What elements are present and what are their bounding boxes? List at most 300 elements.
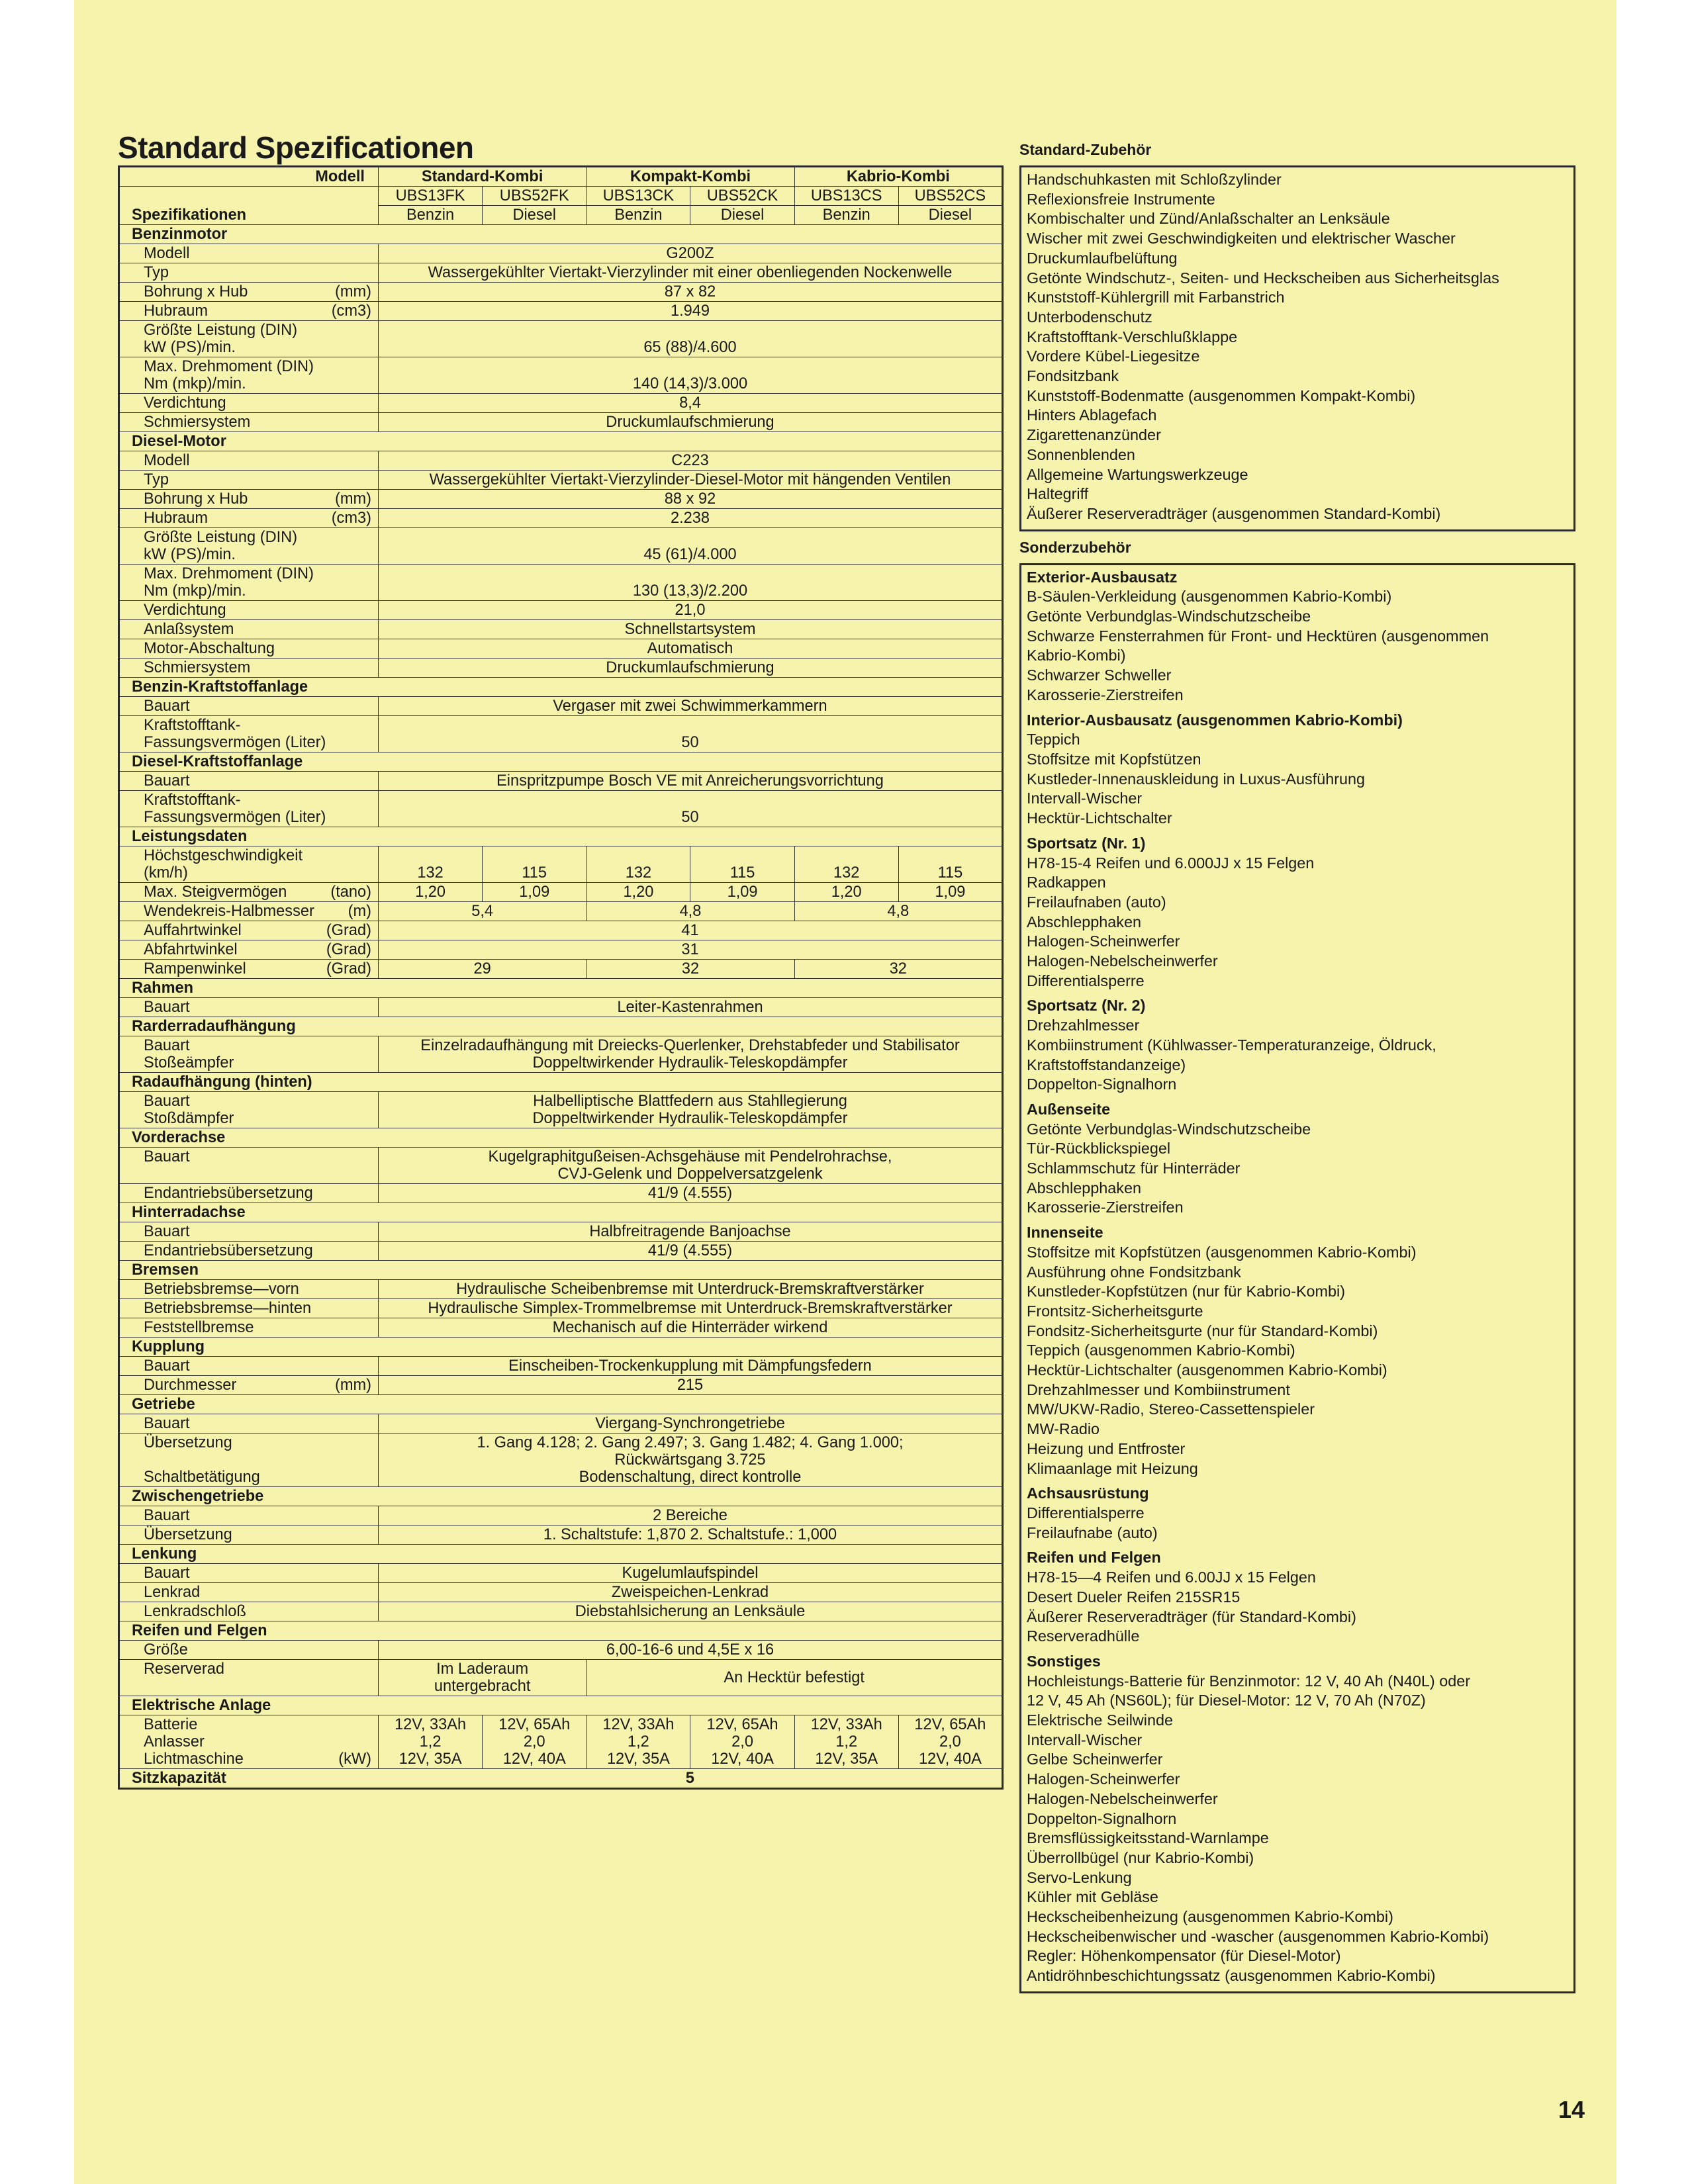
- fuel-type: Benzin: [379, 206, 483, 225]
- spec-value: 1.949: [379, 302, 1003, 321]
- accessory-item: Überrollbügel (nur Kabrio-Kombi): [1027, 1848, 1254, 1866]
- section-value: [379, 979, 1003, 998]
- spec-unit: (Grad): [326, 960, 371, 978]
- spec-row: [119, 791, 1003, 827]
- spec-value: 45 (61)/4.000: [379, 528, 1003, 565]
- accessory-item: H78-15—4 Reifen und 6.00JJ x 15 Felgen: [1027, 1569, 1316, 1586]
- spec-label: Typ: [119, 263, 379, 283]
- section-row: [119, 1017, 1003, 1036]
- section-row: [119, 1261, 1003, 1280]
- spec-label: Verdichtung: [119, 601, 379, 620]
- spec-row: [119, 1506, 1003, 1525]
- section-label: Lenkung: [119, 1545, 379, 1564]
- accessory-item: Handschuhkasten mit Schloßzylinder: [1027, 171, 1282, 188]
- accessory-item: Teppich: [1027, 731, 1080, 749]
- spec-value: 50: [379, 716, 1003, 752]
- accessory-group-title: Reifen und Felgen: [1027, 1549, 1161, 1567]
- spec-row: [119, 1602, 1003, 1621]
- accessory-item: Teppich (ausgenommen Kabrio-Kombi): [1027, 1342, 1295, 1359]
- accessory-item: Karosserie-Zierstreifen: [1027, 686, 1184, 704]
- spec-cell: 1,20: [379, 883, 483, 902]
- spec-value: Wassergekühlter Viertakt-Vierzylinder mit einer obenliegenden Nockenwelle: [379, 263, 1003, 283]
- spec-label: Feststellbremse: [119, 1318, 379, 1338]
- spec-unit: (mm): [334, 490, 371, 508]
- spec-row: [119, 1641, 1003, 1660]
- spec-row: [119, 321, 1003, 357]
- spec-cell: 12V, 33Ah 1,2 12V, 35A: [379, 1715, 483, 1769]
- spec-label: Bauart: [119, 697, 379, 716]
- accessory-item: Radkappen: [1027, 874, 1106, 891]
- spec-row: [119, 1564, 1003, 1583]
- section-row: [119, 1395, 1003, 1414]
- spec-row: [119, 509, 1003, 528]
- spec-value: Druckumlaufschmierung: [379, 413, 1003, 432]
- spec-label: (m) Wendekreis-Halbmesser: [119, 902, 379, 921]
- spec-label: Bauart: [119, 772, 379, 791]
- fuel-type: Diesel: [483, 206, 586, 225]
- section-value: [379, 1395, 1003, 1414]
- spec-label: Betriebsbremse—vorn: [119, 1280, 379, 1299]
- accessory-group-title: Außenseite: [1027, 1100, 1111, 1118]
- spec-value: 2.238: [379, 509, 1003, 528]
- section-row: [119, 225, 1003, 244]
- accessory-item: Hinters Ablagefach: [1027, 406, 1157, 424]
- spec-unit: (mm): [334, 283, 371, 300]
- accessory-item: Drehzahlmesser: [1027, 1017, 1140, 1034]
- spec-value: Druckumlaufschmierung: [379, 659, 1003, 678]
- modell-header: Modell: [119, 167, 379, 187]
- spec-table-body: [119, 167, 1003, 1789]
- section-value: [379, 1487, 1003, 1506]
- spec-value: 65 (88)/4.600: [379, 321, 1003, 357]
- accessory-item: Kabrio-Kombi): [1027, 647, 1126, 664]
- spec-label: (Grad) Abfahrtwinkel: [119, 940, 379, 960]
- spec-row: [119, 1660, 1003, 1696]
- section-label: Radaufhängung (hinten): [119, 1073, 379, 1092]
- spec-row: [119, 1414, 1003, 1433]
- spec-row: [119, 659, 1003, 678]
- accessory-item: Halogen-Nebelscheinwerfer: [1027, 1790, 1218, 1807]
- spec-label: Bauart: [119, 1564, 379, 1583]
- spec-value: 87 x 82: [379, 283, 1003, 302]
- accessory-item: Kunststoff-Bodenmatte (ausgenommen Kompakt-Kombi): [1027, 387, 1416, 404]
- accessory-group-title: Interior-Ausbausatz (ausgenommen Kabrio-Kombi): [1027, 711, 1403, 729]
- spec-value: 41/9 (4.555): [379, 1242, 1003, 1261]
- accessory-item: H78-15-4 Reifen und 6.000JJ x 15 Felgen: [1027, 854, 1315, 872]
- accessory-item: Sonnenblenden: [1027, 445, 1135, 463]
- accessory-item: Fondsitz-Sicherheitsgurte (nur für Standard-Kombi): [1027, 1322, 1378, 1340]
- accessory-item: Haltegriff: [1027, 485, 1089, 503]
- accessory-item: Karosserie-Zierstreifen: [1027, 1199, 1184, 1216]
- section-row: [119, 1696, 1003, 1715]
- spec-label: (cm3) Hubraum: [119, 302, 379, 321]
- accessory-item: Fondsitzbank: [1027, 367, 1119, 385]
- section-label: Elektrische Anlage: [119, 1696, 379, 1715]
- spec-label: Bauart: [119, 1222, 379, 1242]
- section-label: Getriebe: [119, 1395, 379, 1414]
- accessory-group-title: Exterior-Ausbausatz: [1027, 568, 1178, 586]
- spec-label: Bauart: [119, 998, 379, 1017]
- spec-value: G200Z: [379, 244, 1003, 263]
- spec-cell: 132: [794, 846, 898, 883]
- spec-row: [119, 490, 1003, 509]
- spec-row: [119, 960, 1003, 979]
- spec-row: [119, 1092, 1003, 1128]
- spec-value: Hydraulische Scheibenbremse mit Unterdruck-Bremskraftverstärker: [379, 1280, 1003, 1299]
- spec-value: 41: [379, 921, 1003, 940]
- section-value: [379, 1621, 1003, 1641]
- spec-cell: 1,20: [586, 883, 690, 902]
- spec-row: [119, 357, 1003, 394]
- accessory-item: Getönte Verbundglas-Windschutzscheibe: [1027, 608, 1311, 625]
- accessory-item: Frontsitz-Sicherheitsgurte: [1027, 1302, 1203, 1320]
- accessory-item: 12 V, 45 Ah (NS60L); für Diesel-Motor: 12 V, 70 Ah (N70Z): [1027, 1692, 1426, 1709]
- accessory-item: Vordere Kübel-Liegesitze: [1027, 347, 1200, 365]
- spec-unit: (mm): [334, 1377, 371, 1394]
- spec-value: Halbelliptische Blattfedern aus Stahllegierung Doppeltwirkender Hydraulik-Teleskopdämpfer: [379, 1092, 1003, 1128]
- spec-cell: 12V, 33Ah 1,2 12V, 35A: [586, 1715, 690, 1769]
- accessory-item: Kühler mit Gebläse: [1027, 1888, 1158, 1906]
- accessory-item: Allgemeine Wartungswerkzeuge: [1027, 465, 1248, 483]
- spec-row: [119, 1242, 1003, 1261]
- section-value: [379, 827, 1003, 846]
- accessory-item: Hecktür-Lichtschalter: [1027, 809, 1172, 827]
- spec-cell: 4,8: [586, 902, 794, 921]
- accessory-item: Getönte Windschutz-, Seiten- und Heckscheiben aus Sicherheitsglas: [1027, 269, 1499, 287]
- accessory-item: Kunststoff-Kühlergrill mit Farbanstrich: [1027, 289, 1285, 306]
- spec-row: [119, 921, 1003, 940]
- accessory-item: Druckumlaufbelüftung: [1027, 249, 1178, 267]
- spec-row: [119, 394, 1003, 413]
- accessory-item: MW-Radio: [1027, 1420, 1100, 1438]
- spec-cell: 115: [898, 846, 1002, 883]
- spec-label: Kraftstofftank- Fassungsvermögen (Liter): [119, 791, 379, 827]
- spec-row: [119, 883, 1003, 902]
- section-label: Rarderradaufhängung: [119, 1017, 379, 1036]
- section-value: 5: [379, 1769, 1003, 1789]
- spec-label: Bauart: [119, 1414, 379, 1433]
- spec-label: Lenkradschloß: [119, 1602, 379, 1621]
- section-label: Leistungsdaten: [119, 827, 379, 846]
- accessory-item: Freilaufnaben (auto): [1027, 893, 1166, 911]
- accessory-item: Halogen-Nebelscheinwerfer: [1027, 952, 1218, 970]
- section-label: Diesel-Motor: [119, 432, 379, 451]
- spec-label: Lenkrad: [119, 1583, 379, 1602]
- sonderzubehoer-list: [1019, 563, 1575, 1993]
- section-label: Benzinmotor: [119, 225, 379, 244]
- spec-label: Anlaßsystem: [119, 620, 379, 639]
- model-code: UBS13CS: [794, 187, 898, 206]
- spec-value: Hydraulische Simplex-Trommelbremse mit Unterdruck-Bremskraftverstärker: [379, 1299, 1003, 1318]
- spec-label: Schmiersystem: [119, 659, 379, 678]
- spec-cell: 1,09: [898, 883, 1002, 902]
- spec-row: [119, 697, 1003, 716]
- section-value: [379, 432, 1003, 451]
- spec-value: 1. Gang 4.128; 2. Gang 2.497; 3. Gang 1.482; 4. Gang 1.000; Rückwärtsgang 3.725 Bodenschaltung, direct kontrolle: [379, 1433, 1003, 1487]
- accessory-item: Elektrische Seilwinde: [1027, 1711, 1174, 1729]
- spec-label: (mm) Bohrung x Hub: [119, 490, 379, 509]
- spec-label: Schmiersystem: [119, 413, 379, 432]
- spec-row: [119, 639, 1003, 659]
- spec-cell: 12V, 33Ah 1,2 12V, 35A: [794, 1715, 898, 1769]
- spec-label: Kraftstofftank- Fassungsvermögen (Liter): [119, 716, 379, 752]
- fuel-type: Diesel: [690, 206, 794, 225]
- accessory-item: Klimaanlage mit Heizung: [1027, 1459, 1198, 1477]
- spec-row: [119, 940, 1003, 960]
- spec-label: Endantriebsübersetzung: [119, 1184, 379, 1203]
- spec-row: [119, 565, 1003, 601]
- spec-value: Kugelumlaufspindel: [379, 1564, 1003, 1583]
- spec-value: Vergaser mit zwei Schwimmerkammern: [379, 697, 1003, 716]
- spec-row: [119, 1715, 1003, 1769]
- section-label: Bremsen: [119, 1261, 379, 1280]
- spec-cell: 115: [690, 846, 794, 883]
- spec-row: [119, 1376, 1003, 1395]
- section-label: Reifen und Felgen: [119, 1621, 379, 1641]
- accessory-item: Abschlepphaken: [1027, 913, 1141, 931]
- accessory-item: Servo-Lenkung: [1027, 1868, 1132, 1886]
- spec-label: Übersetzung Schaltbetätigung: [119, 1433, 379, 1487]
- spec-cell: Im Laderaum untergebracht: [379, 1660, 586, 1696]
- accessory-item: Getönte Verbundglas-Windschutzscheibe: [1027, 1120, 1311, 1138]
- spec-row: [119, 263, 1003, 283]
- spec-label: Größte Leistung (DIN) kW (PS)/min.: [119, 321, 379, 357]
- section-label: Kupplung: [119, 1338, 379, 1357]
- model-code: UBS52FK: [483, 187, 586, 206]
- accessory-item: Kustleder-Innenauskleidung in Luxus-Ausführung: [1027, 770, 1366, 788]
- spec-value: 1. Schaltstufe: 1,870 2. Schaltstufe.: 1,000: [379, 1525, 1003, 1545]
- spec-row: [119, 620, 1003, 639]
- accessories-column: [1019, 136, 1575, 1996]
- spec-row: [119, 471, 1003, 490]
- accessory-item: Intervall-Wischer: [1027, 790, 1143, 807]
- accessory-item: Bremsflüssigkeitsstand-Warnlampe: [1027, 1829, 1269, 1847]
- accessory-item: Wischer mit zwei Geschwindigkeiten und elektrischer Wascher: [1027, 230, 1456, 248]
- accessory-item: Kombischalter und Zünd/Anlaßschalter an Lenksäule: [1027, 210, 1390, 228]
- spec-value: 88 x 92: [379, 490, 1003, 509]
- accessory-item: Stoffsitze mit Kopfstützen: [1027, 750, 1201, 768]
- spec-cell: 1,09: [483, 883, 586, 902]
- spec-label: Betriebsbremse—hinten: [119, 1299, 379, 1318]
- spec-cell: 132: [379, 846, 483, 883]
- accessory-group-title: Sonstiges: [1027, 1652, 1101, 1670]
- spec-table: [118, 165, 1004, 1790]
- group-header: Kabrio-Kombi: [794, 167, 1002, 187]
- section-value: [379, 1203, 1003, 1222]
- accessory-group-title: Achsausrüstung: [1027, 1484, 1149, 1502]
- spec-cell: An Hecktür befestigt: [586, 1660, 1003, 1696]
- spec-cell: 12V, 65Ah 2,0 12V, 40A: [690, 1715, 794, 1769]
- accessory-item: Heckscheibenwischer und -wascher (ausgenommen Kabrio-Kombi): [1027, 1927, 1489, 1945]
- section-row: [119, 1203, 1003, 1222]
- accessory-item: Halogen-Scheinwerfer: [1027, 1770, 1180, 1788]
- group-header: Standard-Kombi: [379, 167, 586, 187]
- accessory-item: Abschlepphaken: [1027, 1179, 1141, 1197]
- section-row: [119, 432, 1003, 451]
- accessory-group-title: Sportsatz (Nr. 2): [1027, 997, 1146, 1015]
- spec-value: 140 (14,3)/3.000: [379, 357, 1003, 394]
- spec-row: [119, 601, 1003, 620]
- section-label: Benzin-Kraftstoffanlage: [119, 678, 379, 697]
- spec-row: [119, 283, 1003, 302]
- model-code: UBS52CK: [690, 187, 794, 206]
- spec-value: Kugelgraphitgußeisen-Achsgehäuse mit Pendelrohrachse, CVJ-Gelenk und Doppelversatzgelenk: [379, 1148, 1003, 1184]
- fuel-type: Benzin: [586, 206, 690, 225]
- spec-unit: (m): [348, 903, 371, 920]
- accessory-item: Schwarze Fensterrahmen für Front- und Hecktüren (ausgenommen: [1027, 627, 1489, 645]
- accessory-item: Äußerer Reserveradträger (für Standard-Kombi): [1027, 1608, 1356, 1625]
- accessory-item: Regler: Höhenkompensator (für Diesel-Motor): [1027, 1947, 1341, 1965]
- spec-label: (mm) Bohrung x Hub: [119, 283, 379, 302]
- fuel-type: Diesel: [898, 206, 1002, 225]
- accessory-item: Heckscheibenheizung (ausgenommen Kabrio-Kombi): [1027, 1908, 1393, 1926]
- accessory-item: Doppelton-Signalhorn: [1027, 1809, 1177, 1827]
- spec-label: Max. Drehmoment (DIN) Nm (mkp)/min.: [119, 565, 379, 601]
- spec-label: Endantriebsübersetzung: [119, 1242, 379, 1261]
- section-row: [119, 752, 1003, 772]
- accessory-item: B-Säulen-Verkleidung (ausgenommen Kabrio-Kombi): [1027, 588, 1392, 606]
- accessory-group-title: Sportsatz (Nr. 1): [1027, 834, 1146, 852]
- accessory-item: Unterbodenschutz: [1027, 308, 1152, 326]
- spec-value: Einzelradaufhängung mit Dreiecks-Querlenker, Drehstabfeder und Stabilisator Doppeltwirkender Hydraulik-Teleskopdämpfer: [379, 1036, 1003, 1073]
- section-row: [119, 1338, 1003, 1357]
- spec-label: Bauart: [119, 1506, 379, 1525]
- accessory-item: Kraftstoffstandanzeige): [1027, 1056, 1186, 1073]
- section-value: [379, 1261, 1003, 1280]
- accessory-item: Doppelton-Signalhorn: [1027, 1075, 1177, 1093]
- spec-value: Diebstahlsicherung an Lenksäule: [379, 1602, 1003, 1621]
- spec-value: Schnellstartsystem: [379, 620, 1003, 639]
- spec-row: [119, 1148, 1003, 1184]
- spec-label: Bauart Stoßeämpfer: [119, 1036, 379, 1073]
- spec-row: [119, 902, 1003, 921]
- spec-cell: 1,09: [690, 883, 794, 902]
- spec-row: [119, 413, 1003, 432]
- group-header: Kompakt-Kombi: [586, 167, 794, 187]
- spec-value: 31: [379, 940, 1003, 960]
- spec-label: Bauart Stoßdämpfer: [119, 1092, 379, 1128]
- spec-row: [119, 451, 1003, 471]
- accessory-item: Kunstleder-Kopfstützen (nur für Kabrio-Kombi): [1027, 1283, 1346, 1300]
- page-title: Standard Spezificationen: [118, 130, 474, 165]
- spec-value: 2 Bereiche: [379, 1506, 1003, 1525]
- accessory-item: Antidröhnbeschichtungssatz (ausgenommen Kabrio-Kombi): [1027, 1967, 1436, 1985]
- spec-row: [119, 846, 1003, 883]
- spec-label: Reserverad: [119, 1660, 379, 1696]
- header-row-codes: [119, 187, 1003, 206]
- spec-row: [119, 1318, 1003, 1338]
- spec-label: Höchstgeschwindigkeit (km/h): [119, 846, 379, 883]
- spec-unit: (Grad): [326, 941, 371, 958]
- page-number: 14: [1558, 2096, 1585, 2123]
- section-row: [119, 827, 1003, 846]
- spec-label: Max. Drehmoment (DIN) Nm (mkp)/min.: [119, 357, 379, 394]
- spec-label: (tano) Max. Steigvermögen: [119, 883, 379, 902]
- section-value: [379, 1128, 1003, 1148]
- accessory-item: Halogen-Scheinwerfer: [1027, 933, 1180, 950]
- section-value: [379, 678, 1003, 697]
- spec-label: (Grad) Auffahrtwinkel: [119, 921, 379, 940]
- section-row: [119, 1128, 1003, 1148]
- spec-cell: 4,8: [794, 902, 1002, 921]
- accessory-item: Schlammschutz für Hinterräder: [1027, 1160, 1241, 1177]
- spec-row: [119, 1525, 1003, 1545]
- accessory-item: Hochleistungs-Batterie für Benzinmotor: 12 V, 40 Ah (N40L) oder: [1027, 1672, 1471, 1690]
- model-code: UBS52CS: [898, 187, 1002, 206]
- spec-value: Wassergekühlter Viertakt-Vierzylinder-Diesel-Motor mit hängenden Ventilen: [379, 471, 1003, 490]
- spec-value: Leiter-Kastenrahmen: [379, 998, 1003, 1017]
- section-label: Zwischengetriebe: [119, 1487, 379, 1506]
- section-value: [379, 1073, 1003, 1092]
- spec-cell: 32: [586, 960, 794, 979]
- spec-unit: (cm3): [331, 302, 371, 320]
- accessory-group-title: Innenseite: [1027, 1224, 1103, 1242]
- sonderzubehoer-heading: Sonderzubehör: [1019, 538, 1131, 556]
- spec-label: (Grad) Rampenwinkel: [119, 960, 379, 979]
- spec-cell: 12V, 65Ah 2,0 12V, 40A: [483, 1715, 586, 1769]
- spec-value: 8,4: [379, 394, 1003, 413]
- accessory-item: Freilaufnabe (auto): [1027, 1524, 1158, 1541]
- spec-label: Größe: [119, 1641, 379, 1660]
- accessory-item: Gelbe Scheinwerfer: [1027, 1751, 1163, 1768]
- section-row: [119, 1769, 1003, 1789]
- accessory-item: Tür-Rückblickspiegel: [1027, 1140, 1171, 1158]
- accessory-item: Desert Dueler Reifen 215SR15: [1027, 1588, 1241, 1606]
- accessory-item: Zigarettenanzünder: [1027, 426, 1161, 444]
- spec-label: Bauart: [119, 1357, 379, 1376]
- fuel-type: Benzin: [794, 206, 898, 225]
- spec-value: Halbfreitragende Banjoachse: [379, 1222, 1003, 1242]
- spec-label: (mm) Durchmesser: [119, 1376, 379, 1395]
- spec-label: Verdichtung: [119, 394, 379, 413]
- spec-row: [119, 1433, 1003, 1487]
- section-value: [379, 1338, 1003, 1357]
- accessory-item: Intervall-Wischer: [1027, 1731, 1143, 1749]
- spec-value: 6,00-16-6 und 4,5E x 16: [379, 1641, 1003, 1660]
- section-label: Diesel-Kraftstoffanlage: [119, 752, 379, 772]
- spec-row: [119, 1222, 1003, 1242]
- spec-value: Einspritzpumpe Bosch VE mit Anreicherungsvorrichtung: [379, 772, 1003, 791]
- spec-label: Übersetzung: [119, 1525, 379, 1545]
- spec-value: Einscheiben-Trockenkupplung mit Dämpfungsfedern: [379, 1357, 1003, 1376]
- spec-value: Automatisch: [379, 639, 1003, 659]
- accessory-item: Differentialsperre: [1027, 1504, 1145, 1522]
- section-row: [119, 678, 1003, 697]
- model-code: UBS13FK: [379, 187, 483, 206]
- section-row: [119, 979, 1003, 998]
- spec-label: Modell: [119, 451, 379, 471]
- section-label: Vorderachse: [119, 1128, 379, 1148]
- spec-label: Modell: [119, 244, 379, 263]
- spezifikationen-header: Spezifikationen: [119, 187, 379, 225]
- spec-value: 130 (13,3)/2.200: [379, 565, 1003, 601]
- spec-row: [119, 1357, 1003, 1376]
- spec-row: [119, 528, 1003, 565]
- spec-unit: (kW): [338, 1751, 371, 1768]
- spec-row: [119, 1280, 1003, 1299]
- spec-cell: 12V, 65Ah 2,0 12V, 40A: [898, 1715, 1002, 1769]
- spec-cell: 115: [483, 846, 586, 883]
- spec-row: [119, 772, 1003, 791]
- spec-label: (cm3) Hubraum: [119, 509, 379, 528]
- section-value: [379, 225, 1003, 244]
- accessory-item: Heizung und Entfroster: [1027, 1439, 1186, 1457]
- spec-row: [119, 302, 1003, 321]
- spec-value: Zweispeichen-Lenkrad: [379, 1583, 1003, 1602]
- section-value: [379, 1545, 1003, 1564]
- accessory-item: Hecktür-Lichtschalter (ausgenommen Kabrio-Kombi): [1027, 1361, 1387, 1379]
- spec-row: [119, 998, 1003, 1017]
